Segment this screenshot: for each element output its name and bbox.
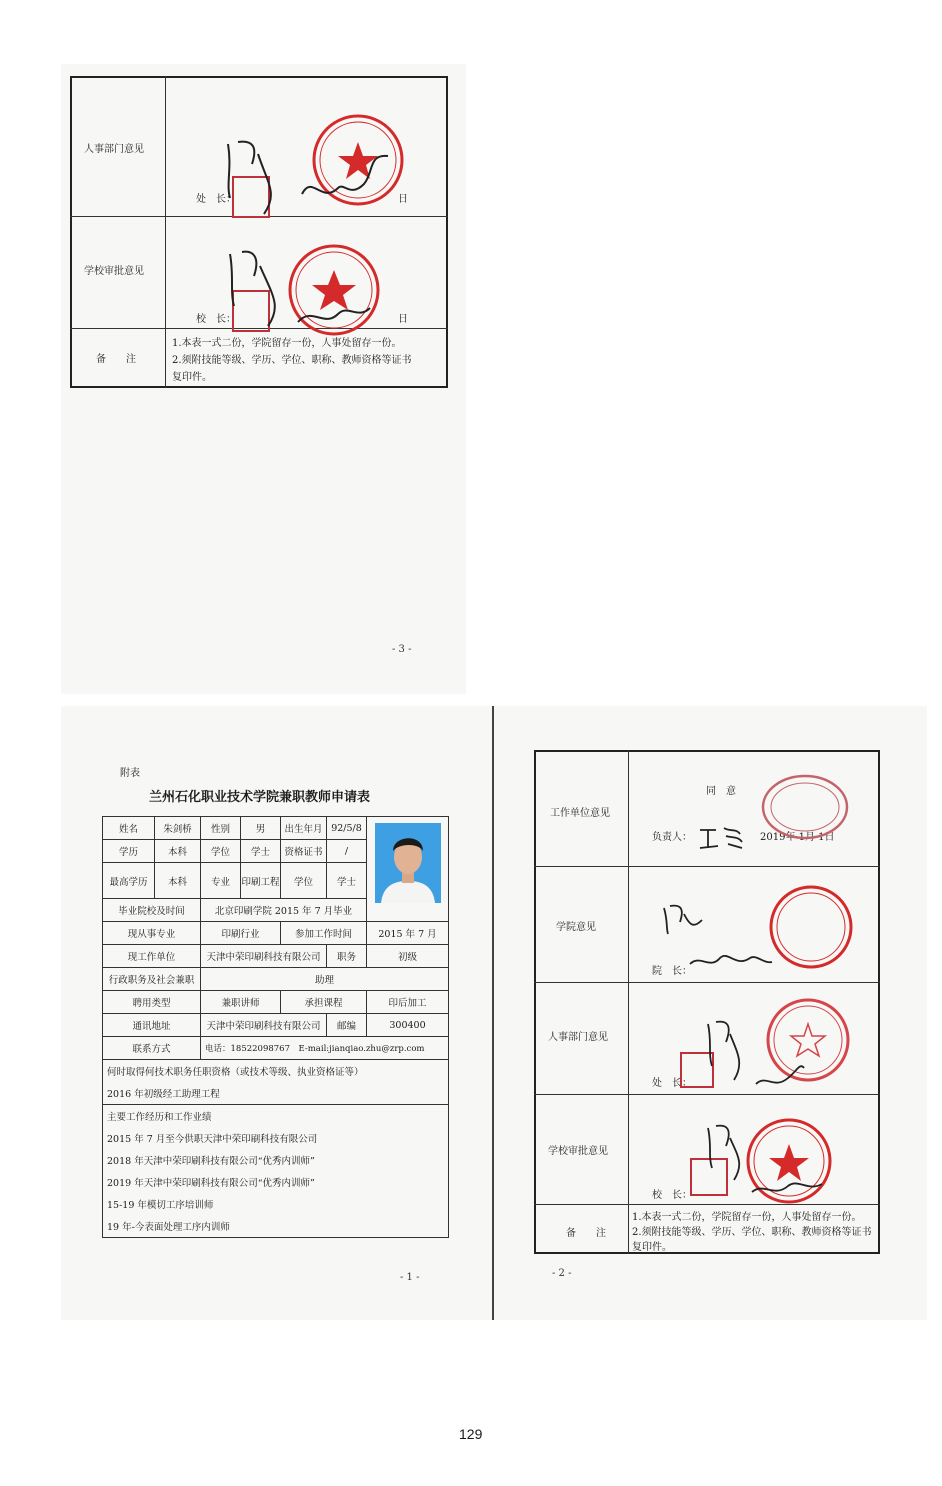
page3-note-1: 1.本表一式二份，学院留存一份，人事处留存一份。 <box>172 338 402 349</box>
exp-item: 2019 年天津中荣印刷科技有限公司“优秀内训师” <box>103 1171 449 1193</box>
cell-hire-label: 聘用类型 <box>103 991 201 1014</box>
applicant-photo <box>375 823 441 903</box>
cell-cert-label: 资格证书 <box>281 840 327 863</box>
exp-item: 19 年-今表面处理工序内训师 <box>103 1215 449 1238</box>
page2-note-2: 2.须附技能等级、学历、学位、职称、教师资格等证书 <box>632 1227 872 1238</box>
fold-line <box>492 706 494 1320</box>
page2-approve-label: 学校审批意见 <box>548 1146 608 1157</box>
page3-hr-label: 人事部门意见 <box>84 144 144 155</box>
cell-contact-label: 联系方式 <box>103 1037 201 1060</box>
exp-item: 2015 年 7 月至今供职天津中荣印刷科技有限公司 <box>103 1127 449 1149</box>
cell-qual-label: 何时取得何技术职务任职资格（或技术等级、执业资格证等） <box>103 1060 449 1083</box>
cell-employer-label: 现工作单位 <box>103 945 201 968</box>
cell-photo <box>367 817 449 922</box>
page3-hr-signature <box>218 124 418 224</box>
page3-approve-day: 日 <box>398 314 408 325</box>
cell-degree-value: 学士 <box>241 840 281 863</box>
page2-divider-row1 <box>534 866 880 867</box>
page2-employer-signature <box>696 822 746 852</box>
page2-divider-row3 <box>534 1094 880 1095</box>
page2-divider-row2 <box>534 982 880 983</box>
cell-employer-value: 天津中荣印刷科技有限公司 <box>201 945 327 968</box>
cell-gender-label: 性别 <box>201 817 241 840</box>
page2-note-3: 复印件。 <box>632 1242 672 1253</box>
cell-qual-value: 2016 年初级经工助理工程 <box>103 1082 449 1105</box>
page3-approve-label: 学校审批意见 <box>84 266 144 277</box>
cell-admin-label: 行政职务及社会兼职 <box>103 968 201 991</box>
page2-employer-sign-label: 负责人： <box>652 832 692 843</box>
cell-address-label: 通讯地址 <box>103 1014 201 1037</box>
applicant-portrait-image <box>375 823 441 903</box>
cell-postcode-value: 300400 <box>367 1014 449 1037</box>
page3-note-2: 2.须附技能等级、学历、学位、职称、教师资格等证书 <box>172 355 412 366</box>
cell-position-value: 初级 <box>367 945 449 968</box>
page2-employer-value: 同 意 <box>706 786 736 797</box>
cell-profession-value: 印刷行业 <box>201 922 281 945</box>
page2-college-signature <box>660 898 780 978</box>
page2-college-sign-label: 院 长： <box>652 966 692 977</box>
cell-edu-value: 本科 <box>155 840 201 863</box>
cell-edu-label: 学历 <box>103 840 155 863</box>
cell-birth-label: 出生年月 <box>281 817 327 840</box>
exp-item: 15-19 年模切工序培训师 <box>103 1193 449 1215</box>
exp-item: 2018 年天津中荣印刷科技有限公司“优秀内训师” <box>103 1149 449 1171</box>
page2-approve-signature <box>700 1120 830 1200</box>
cell-major-label: 专业 <box>201 863 241 899</box>
cell-name-label: 姓名 <box>103 817 155 840</box>
page2-employer-date: 2019年 1月 1日 <box>760 832 835 843</box>
cell-top-degree-label: 学位 <box>281 863 327 899</box>
page2-hr-signature <box>700 1014 810 1094</box>
page3-hr-day: 日 <box>398 194 408 205</box>
cell-course-label: 承担课程 <box>281 991 367 1014</box>
page2-college-label: 学院意见 <box>556 922 596 933</box>
page2-note-1: 1.本表一式二份，学院留存一份，人事处留存一份。 <box>632 1212 862 1223</box>
cell-gender-value: 男 <box>241 817 281 840</box>
page2-hr-sign-label: 处 长： <box>652 1078 692 1089</box>
page3-note-3: 复印件。 <box>172 372 212 383</box>
page1-attach: 附表 <box>120 768 140 779</box>
cell-major-value: 印刷工程 <box>241 863 281 899</box>
cell-admin-value: 助理 <box>201 968 449 991</box>
cell-top-edu-value: 本科 <box>155 863 201 899</box>
page1-form-table <box>102 816 449 1238</box>
cell-cert-value: / <box>327 840 367 863</box>
cell-top-edu-label: 最高学历 <box>103 863 155 899</box>
page3-approve-signature <box>220 236 390 336</box>
cell-address-value: 天津中荣印刷科技有限公司 <box>201 1014 327 1037</box>
page2-approve-sign-label: 校 长： <box>652 1190 692 1201</box>
cell-contact-value: 电话：18522098767 E-mail:jianqiao.zhu@zrp.com <box>201 1037 449 1060</box>
page3-notes-label: 备 注 <box>96 354 136 365</box>
page2-employer-seal <box>760 772 850 842</box>
page1-title: 兰州石化职业技术学院兼职教师申请表 <box>149 790 371 805</box>
page2-divider-col <box>628 750 629 1254</box>
page3-page-number: - 3 - <box>392 644 412 655</box>
cell-work-start-value: 2015 年 7 月 <box>367 922 449 945</box>
cell-position-label: 职务 <box>327 945 367 968</box>
cell-postcode-label: 邮编 <box>327 1014 367 1037</box>
page2-employer-label: 工作单位意见 <box>550 808 610 819</box>
cell-graduate-label: 毕业院校及时间 <box>103 899 201 922</box>
page2-page-number: - 2 - <box>552 1268 572 1279</box>
page3-divider-col <box>165 76 166 388</box>
footer-page-number: 129 <box>459 1426 483 1442</box>
cell-hire-value: 兼职讲师 <box>201 991 281 1014</box>
cell-exp-label: 主要工作经历和工作业绩 <box>103 1105 449 1128</box>
page1-page-number: - 1 - <box>400 1272 420 1283</box>
cell-profession-label: 现从事专业 <box>103 922 201 945</box>
cell-course-value: 印后加工 <box>367 991 449 1014</box>
cell-graduate-value: 北京印刷学院 2015 年 7 月毕业 <box>201 899 367 922</box>
cell-top-degree-value: 学士 <box>327 863 367 899</box>
cell-work-start-label: 参加工作时间 <box>281 922 367 945</box>
page3-approve-sign-label: 校 长： <box>196 314 236 325</box>
cell-degree-label: 学位 <box>201 840 241 863</box>
cell-name-value: 朱剑桥 <box>155 817 201 840</box>
page2-notes-label: 备 注 <box>566 1228 606 1239</box>
page2-college-seal <box>768 884 854 970</box>
cell-birth-value: 92/5/8 <box>327 817 367 840</box>
page3-hr-sign-label: 处 长： <box>196 194 236 205</box>
page2-hr-label: 人事部门意见 <box>548 1032 608 1043</box>
